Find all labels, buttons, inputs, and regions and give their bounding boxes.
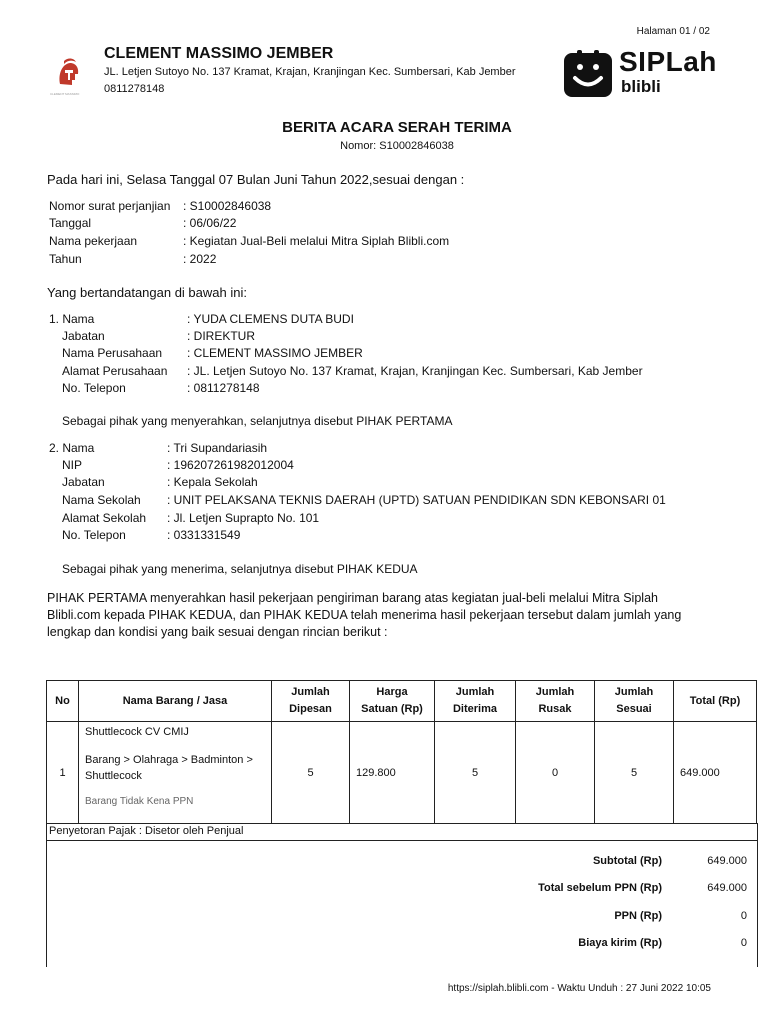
item-category <box>85 752 265 784</box>
party-two-label: No. Telepon <box>62 528 126 542</box>
item-name: Shuttlecock CV CMIJ <box>85 726 189 738</box>
company-logo <box>48 56 88 96</box>
party-two-label: NIP <box>62 458 83 472</box>
statement-line: Blibli.com kepada PIHAK KEDUA, dan PIHAK KEDUA telah menerima hasil pekerjaan tersebut dalam jumlah yang <box>47 608 682 622</box>
agreement-label: Tahun <box>49 252 82 266</box>
helmet-icon <box>48 56 88 96</box>
party-one-note: Sebagai pihak yang menyerahkan, selanjutnya disebut PIHAK PERTAMA <box>62 414 453 428</box>
party-two-value: : Kepala Sekolah <box>167 475 258 489</box>
party-one-label: No. Telepon <box>62 381 126 395</box>
party-two-value: : Tri Supandariasih <box>167 441 268 455</box>
agreement-value: : Kegiatan Jual-Beli melalui Mitra Siplah Blibli.com <box>183 234 450 248</box>
cell-no: 1 <box>47 722 79 824</box>
col-header-total: Total (Rp) <box>674 681 757 722</box>
company-logo-caption: CLEMENT MASSIMO <box>50 92 80 96</box>
agreement-value: : 2022 <box>183 252 217 266</box>
company-name: CLEMENT MASSIMO JEMBER <box>104 45 334 62</box>
siplah-logo-text: SIPLah <box>619 46 717 77</box>
cell-item <box>79 722 272 824</box>
col-header-text: Jumlah <box>614 686 654 698</box>
item-category-line: Barang > Olahraga > Badminton > <box>85 754 253 766</box>
item-category-line: Shuttlecock <box>85 770 142 782</box>
party-two-label: 2. Nama <box>49 441 95 455</box>
col-header-price <box>350 681 435 722</box>
party-one-label: Alamat Perusahaan <box>62 364 168 378</box>
shipping-cost-label: Biaya kirim (Rp) <box>578 937 662 949</box>
agreement-label: Nomor surat perjanjian <box>49 199 171 213</box>
statement-paragraph <box>47 590 681 641</box>
party-one-label: Nama Perusahaan <box>62 346 163 360</box>
party-two-value: : 0331331549 <box>167 528 241 542</box>
party-two-label: Jabatan <box>62 475 105 489</box>
col-header-text: Sesuai <box>616 703 652 715</box>
col-header-text: Jumlah <box>291 686 330 698</box>
company-address: JL. Letjen Sutoyo No. 137 Kramat, Krajan, Kranjingan Kec. Sumbersari, Kab Jember <box>104 66 516 78</box>
cell-matched: 5 <box>595 722 674 824</box>
party-two-value: : Jl. Letjen Suprapto No. 101 <box>167 511 320 525</box>
party-two-value: : UNIT PELAKSANA TEKNIS DAERAH (UPTD) SATUAN PENDIDIKAN SDN KEBONSARI 01 <box>167 493 666 507</box>
cell-received: 5 <box>435 722 516 824</box>
party-one-value: : JL. Letjen Sutoyo No. 137 Kramat, Krajan, Kranjingan Kec. Sumbersari, Kab Jember <box>187 364 643 378</box>
col-header-text: Rusak <box>538 703 572 715</box>
party-two-note: Sebagai pihak yang menerima, selanjutnya disebut PIHAK KEDUA <box>62 562 418 576</box>
tax-deposit-note: Penyetoran Pajak : Disetor oleh Penjual <box>49 825 244 837</box>
party-one-value: : 0811278148 <box>187 381 260 395</box>
items-table <box>46 680 757 824</box>
total-before-tax-value: 649.000 <box>707 882 747 894</box>
shipping-cost-value: 0 <box>740 937 747 949</box>
col-header-text: Satuan (Rp) <box>361 703 423 715</box>
party-one-label: 1. Nama <box>49 312 95 326</box>
siplah-blibli-logo <box>563 46 723 98</box>
table-row <box>47 722 757 824</box>
subtotal-label: Subtotal (Rp) <box>592 855 662 867</box>
col-header-ordered <box>272 681 350 722</box>
col-header-text: Dipesan <box>289 703 332 715</box>
col-header-text: Jumlah <box>455 686 495 698</box>
party-one-label: Jabatan <box>62 329 105 343</box>
party-two-value: : 196207261982012004 <box>167 458 294 472</box>
col-header-text: Diterima <box>452 703 498 715</box>
item-tax-note: Barang Tidak Kena PPN <box>85 796 194 807</box>
company-phone: 0811278148 <box>104 83 165 95</box>
siplah-logo-subtext: blibli <box>621 77 661 96</box>
party-two-label: Nama Sekolah <box>62 493 141 507</box>
statement-line: lengkap dan kondisi yang baik sesuai dengan rincian berikut : <box>47 625 388 639</box>
col-header-received <box>435 681 516 722</box>
cell-total: 649.000 <box>674 722 757 824</box>
table-header-row <box>47 681 757 722</box>
party-one-value: : YUDA CLEMENS DUTA BUDI <box>187 312 354 326</box>
agreement-value: : 06/06/22 <box>183 216 237 230</box>
col-header-matched <box>595 681 674 722</box>
signers-intro: Yang bertandatangan di bawah ini: <box>47 285 247 300</box>
col-header-damaged <box>516 681 595 722</box>
subtotal-value: 649.000 <box>707 855 747 867</box>
party-one-value: : CLEMENT MASSIMO JEMBER <box>187 346 363 360</box>
party-one-value: : DIREKTUR <box>187 329 256 343</box>
ppn-value: 0 <box>740 910 747 922</box>
document-number: Nomor: S10002846038 <box>340 140 454 152</box>
total-before-tax-label: Total sebelum PPN (Rp) <box>538 882 662 894</box>
cell-ordered: 5 <box>272 722 350 824</box>
agreement-label: Nama pekerjaan <box>49 234 138 248</box>
cell-price: 129.800 <box>350 722 435 824</box>
col-header-text: Jumlah <box>535 686 575 698</box>
col-header-no: No <box>47 681 79 722</box>
summary-box <box>46 823 758 967</box>
document-title: BERITA ACARA SERAH TERIMA <box>282 119 512 136</box>
agreement-label: Tanggal <box>49 216 92 230</box>
intro-text: Pada hari ini, Selasa Tanggal 07 Bulan Juni Tahun 2022,sesuai dengan : <box>47 172 465 187</box>
statement-line: PIHAK PERTAMA menyerahkan hasil pekerjaan pengiriman barang atas kegiatan jual-beli melalui Mitra Siplah <box>47 591 658 605</box>
footer-download-info: https://siplah.blibli.com - Waktu Unduh : 27 Juni 2022 10:05 <box>447 983 711 994</box>
tax-deposit-row <box>47 823 757 841</box>
smile-bag-icon <box>563 50 613 98</box>
col-header-name: Nama Barang / Jasa <box>79 681 272 722</box>
col-header-text: Harga <box>376 686 408 698</box>
cell-damaged: 0 <box>516 722 595 824</box>
agreement-value: : S10002846038 <box>183 199 272 213</box>
page-number: Halaman 01 / 02 <box>636 26 710 37</box>
party-two-label: Alamat Sekolah <box>62 511 147 525</box>
ppn-label: PPN (Rp) <box>614 910 662 922</box>
